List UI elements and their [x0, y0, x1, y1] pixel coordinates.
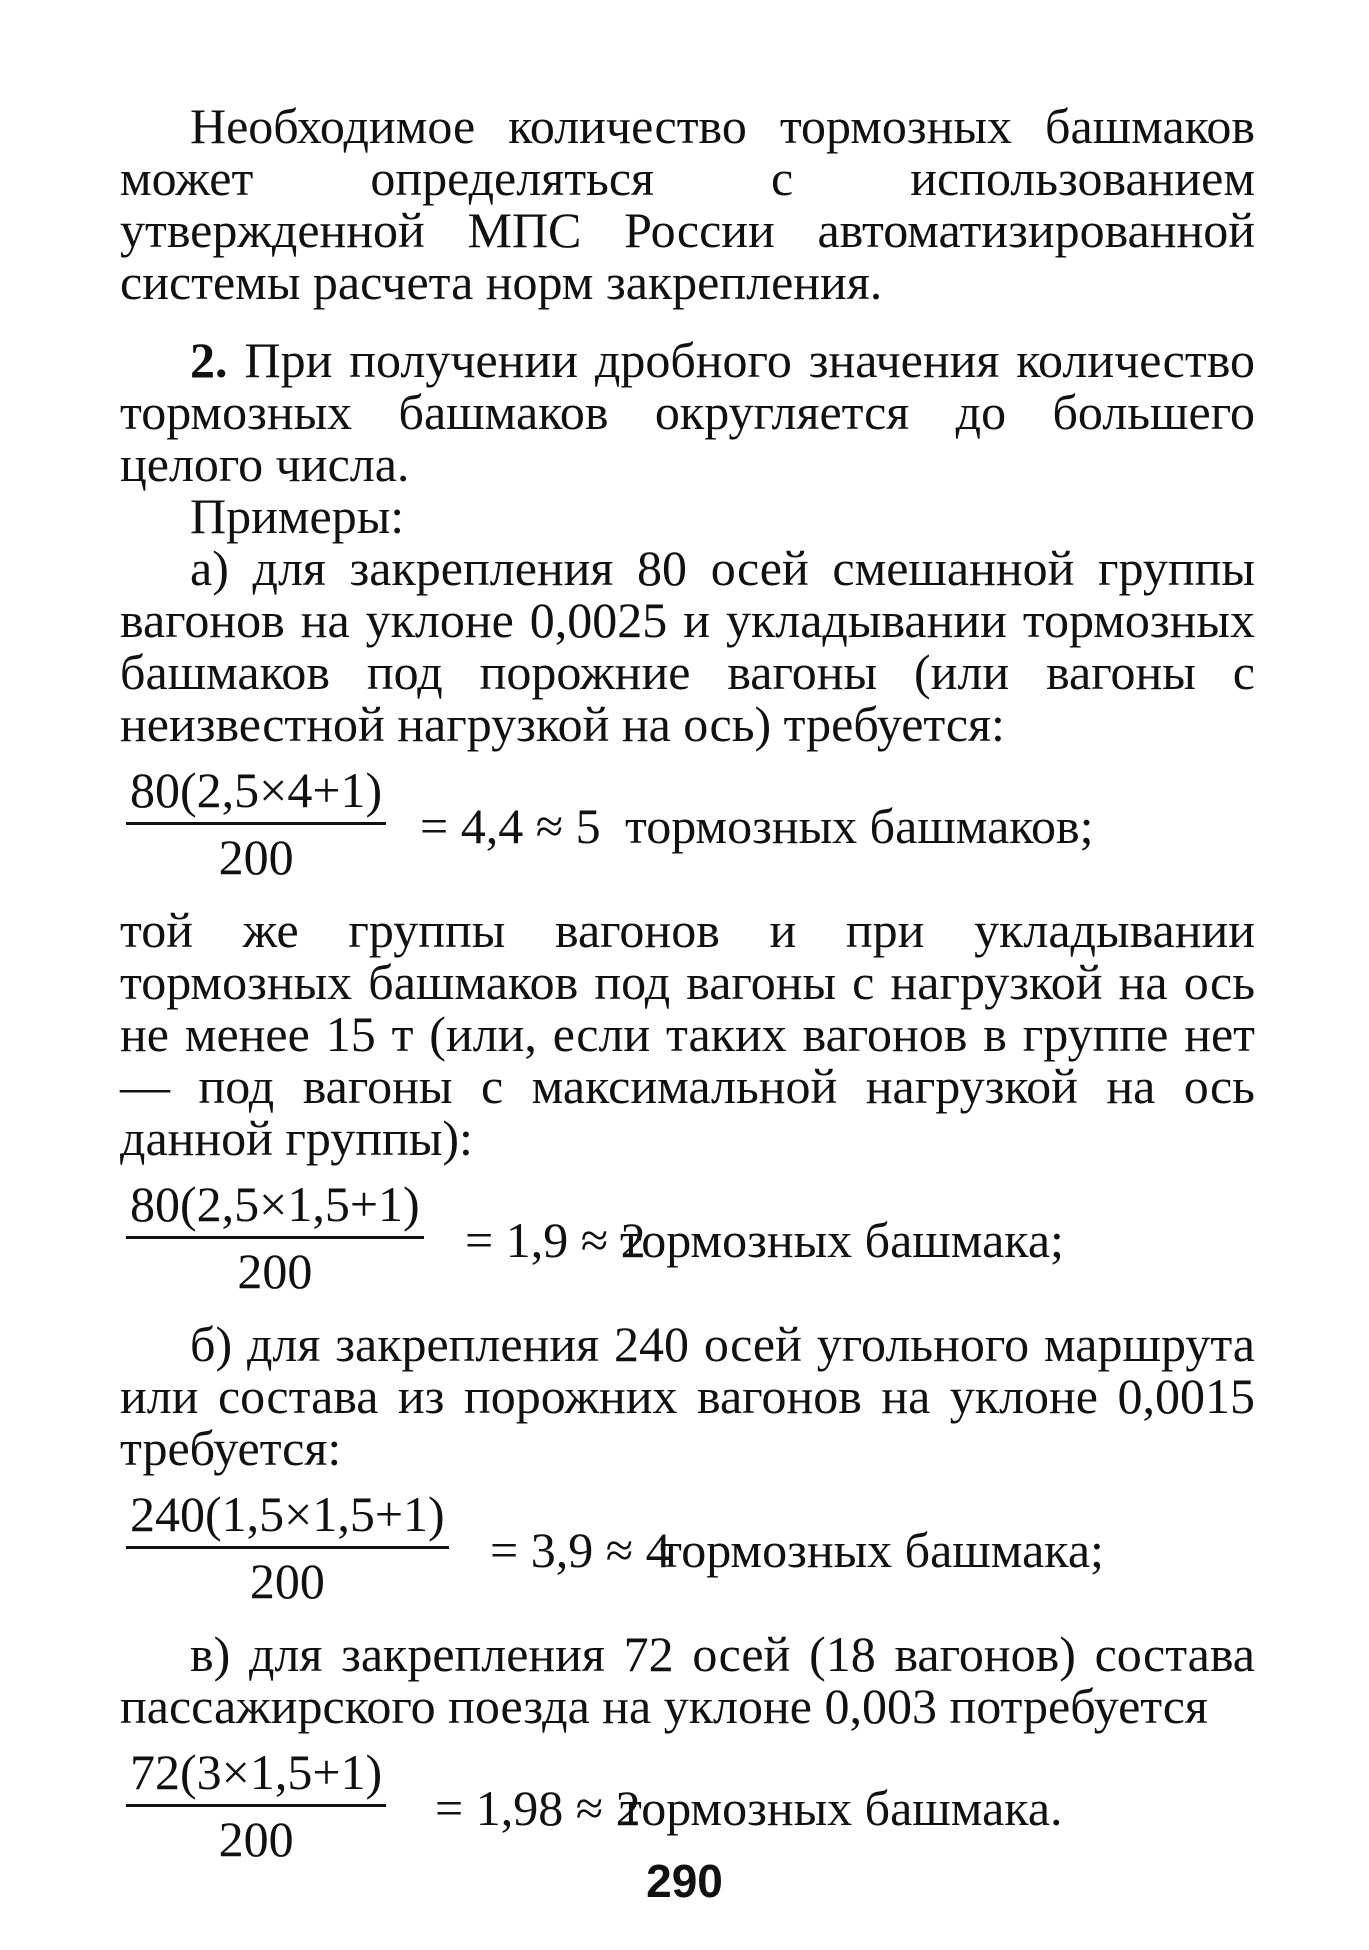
formula-3-numerator: 240(1,5×1,5+1)	[130, 1486, 445, 1542]
formula-4-numerator: 72(3×1,5+1)	[130, 1744, 383, 1800]
formula-3	[120, 1488, 1255, 1618]
formula-3-unit: тормозных башмака;	[660, 1522, 1104, 1578]
formula-1-unit: тормозных башмаков;	[625, 798, 1094, 854]
formula-1-numerator: 80(2,5×4+1)	[130, 762, 383, 818]
formula-4-fraction	[126, 1746, 386, 1865]
paragraph-rounding-rule	[120, 334, 1255, 490]
formula-2	[120, 1178, 1255, 1308]
formula-2-result: = 1,9 ≈ 2	[465, 1212, 646, 1268]
formula-2-fraction	[126, 1178, 424, 1297]
example-a-continuation: той же группы вагонов и при укладывании тормозных башмаков под вагоны с нагрузкой на ось не менее 15 т (или, если таких вагонов в группе нет — под вагоны с максимальной нагрузкой на ось данной группы):	[120, 902, 1255, 1166]
formula-3-result: = 3,9 ≈ 4	[490, 1522, 671, 1578]
formula-4-unit: тормозных башмака.	[620, 1780, 1063, 1836]
formula-1-fraction	[126, 764, 386, 883]
item-number: 2.	[190, 332, 228, 388]
formula-4-result: = 1,98 ≈ 2	[435, 1780, 641, 1836]
formula-4-denominator: 200	[218, 1811, 294, 1867]
example-b: б) для закрепления 240 осей угольного маршрута или состава из порожних вагонов на уклоне 0,0015 требуется:	[120, 1316, 1255, 1476]
example-a: а) для закрепления 80 осей смешанной группы вагонов на уклоне 0,0025 и укладывании тормозных башмаков под порожние вагоны (или вагоны с неизвестной нагрузкой на ось) требуется:	[120, 540, 1255, 752]
examples-label: Примеры:	[190, 488, 405, 544]
formula-1-result: = 4,4 ≈ 5	[420, 798, 601, 854]
paragraph-intro: Необходимое количество тормозных башмаков может определяться с использованием утвержденной МПС России автоматизированной системы расчета норм закрепления.	[120, 98, 1255, 310]
formula-2-unit: тормозных башмака;	[620, 1212, 1064, 1268]
page-content	[120, 100, 1255, 1886]
formula-2-denominator: 200	[237, 1243, 313, 1299]
example-v: в) для закрепления 72 осей (18 вагонов) состава пассажирского поезда на уклоне 0,003 потребуется	[120, 1626, 1255, 1734]
formula-3-fraction	[126, 1488, 449, 1607]
formula-1-denominator: 200	[218, 829, 294, 885]
formula-1	[120, 764, 1255, 894]
formula-3-denominator: 200	[249, 1553, 325, 1609]
formula-2-numerator: 80(2,5×1,5+1)	[130, 1176, 420, 1232]
rounding-rule-text: При получении дробного значения количество тормозных башмаков округляется до большего целого числа.	[120, 332, 1255, 492]
page-number: 290	[646, 1855, 723, 1907]
